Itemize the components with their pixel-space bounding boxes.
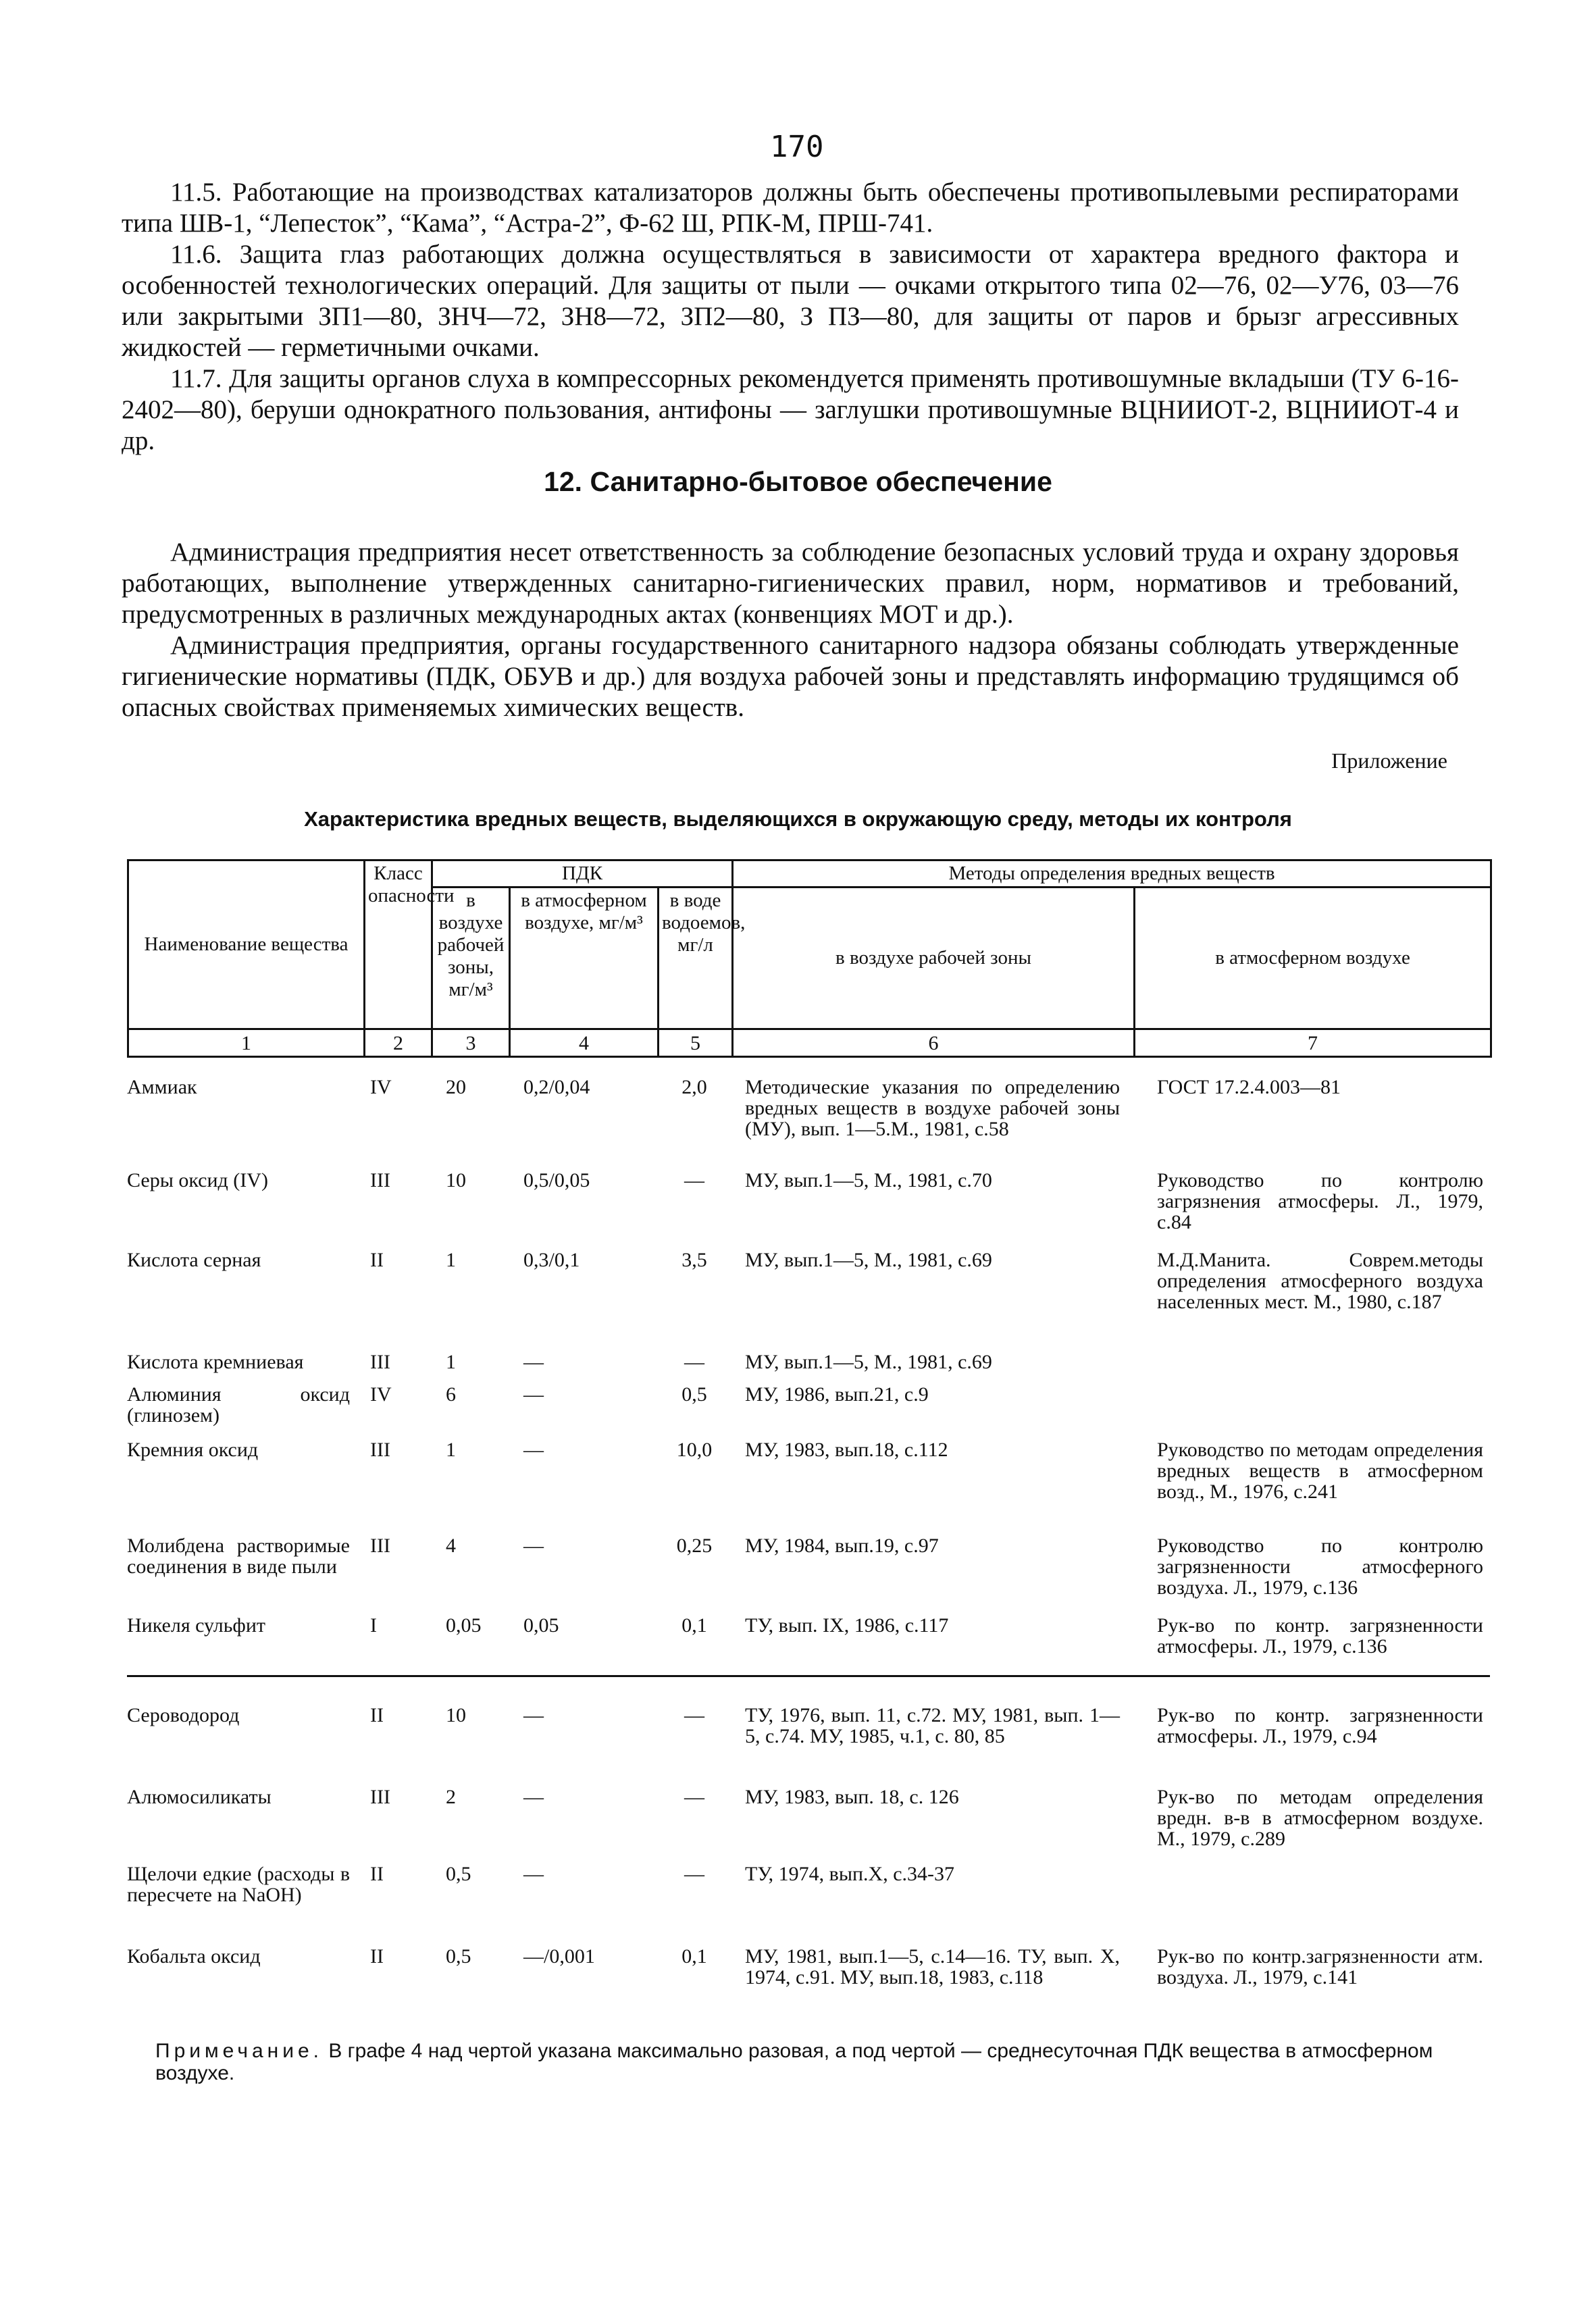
header-pdk-water: в воде водоемов, мг/л bbox=[659, 888, 733, 1029]
cell-pdk-water: — bbox=[684, 1786, 704, 1808]
cell-pdk-work: 0,05 bbox=[446, 1614, 482, 1637]
cell-pdk-water: 0,25 bbox=[676, 1535, 713, 1557]
cell-name: Серы оксид (IV) bbox=[127, 1169, 268, 1191]
table-row bbox=[127, 1942, 1490, 2020]
cell-method-work: МУ, 1983, вып. 18, с. 126 bbox=[745, 1786, 959, 1808]
cell-class: II bbox=[370, 1249, 384, 1271]
page-number: 170 bbox=[770, 130, 824, 164]
col-number: 2 bbox=[365, 1029, 432, 1057]
section-paragraph-2: Администрация предприятия, органы государственного санитарного надзора обязаны соблюдать утвержденные гигиенические нормативы (ПДК, ОБУВ и др.) для воздуха рабочей зоны и представлять информацию трудящимся об опасных свойствах применяемых химических веществ. bbox=[122, 631, 1459, 722]
cell-method-atm: Рук-во по методам определения вредн. в-в в атмосферном воздухе. М., 1979, с.289 bbox=[1157, 1786, 1483, 1850]
cell-pdk-water: 3,5 bbox=[681, 1249, 707, 1271]
cell-pdk-work: 4 bbox=[446, 1535, 456, 1557]
cell-name: Сероводород bbox=[127, 1704, 240, 1726]
cell-pdk-atm: —/0,001 bbox=[523, 1945, 595, 1968]
cell-pdk-water: 0,1 bbox=[681, 1614, 707, 1637]
cell-method-atm: Рук-во по контр.загрязненности атм. воздуха. Л., 1979, с.141 bbox=[1157, 1945, 1483, 1988]
header-hazard-class: Класс опасности bbox=[365, 860, 432, 1029]
table-row bbox=[127, 1245, 1490, 1347]
table-row bbox=[127, 1701, 1490, 1782]
header-methods-work: в воздухе рабочей зоны bbox=[733, 888, 1135, 1029]
col-number: 7 bbox=[1135, 1029, 1491, 1057]
header-name: Наименование вещества bbox=[128, 860, 365, 1029]
cell-class: III bbox=[370, 1535, 390, 1557]
col-number: 4 bbox=[510, 1029, 659, 1057]
header-methods-atm: в атмосферном воздухе bbox=[1135, 888, 1491, 1029]
cell-class: III bbox=[370, 1439, 390, 1461]
cell-pdk-work: 10 bbox=[446, 1169, 466, 1191]
cell-pdk-work: 20 bbox=[446, 1076, 466, 1098]
table-row bbox=[127, 1073, 1490, 1166]
cell-class: IV bbox=[370, 1076, 392, 1098]
cell-pdk-water: — bbox=[684, 1704, 704, 1726]
appendix-label: Приложение bbox=[1331, 748, 1447, 773]
cell-class: III bbox=[370, 1169, 390, 1191]
header-pdk: ПДК bbox=[432, 860, 733, 888]
cell-method-work: МУ, 1981, вып.1—5, с.14—16. ТУ, вып. Х, 1974, с.91. МУ, вып.18, 1983, с.118 bbox=[745, 1945, 1120, 1988]
cell-pdk-work: 2 bbox=[446, 1786, 456, 1808]
cell-method-work: МУ, вып.1—5, М., 1981, с.70 bbox=[745, 1169, 992, 1191]
col-number: 5 bbox=[659, 1029, 733, 1057]
header-methods: Методы определения вредных веществ bbox=[733, 860, 1491, 888]
cell-method-work: МУ, 1986, вып.21, с.9 bbox=[745, 1383, 929, 1406]
cell-pdk-water: 2,0 bbox=[681, 1076, 707, 1098]
cell-pdk-atm: — bbox=[523, 1535, 544, 1557]
cell-pdk-atm: 0,2/0,04 bbox=[523, 1076, 590, 1098]
table-row bbox=[127, 1380, 1490, 1435]
cell-pdk-atm: 0,3/0,1 bbox=[523, 1249, 580, 1271]
cell-pdk-atm: — bbox=[523, 1863, 544, 1885]
cell-method-work: МУ, вып.1—5, М., 1981, с.69 bbox=[745, 1351, 992, 1373]
cell-method-atm: Руководство по контролю загрязнения атмосферы. Л., 1979, с.84 bbox=[1157, 1169, 1483, 1233]
cell-pdk-work: 0,5 bbox=[446, 1945, 471, 1968]
cell-pdk-water: — bbox=[684, 1863, 704, 1885]
cell-method-atm: ГОСТ 17.2.4.003—81 bbox=[1157, 1076, 1341, 1098]
cell-name: Алюмосиликаты bbox=[127, 1786, 272, 1808]
cell-method-atm: Руководство по контролю загрязненности атмосферного воздуха. Л., 1979, с.136 bbox=[1157, 1535, 1483, 1599]
cell-name: Щелочи едкие (расходы в пересчете на NaOH) bbox=[127, 1863, 350, 1906]
paragraph-11-7: 11.7. Для защиты органов слуха в компрессорных рекомендуется применять противошумные вкладыши (ТУ 6-16-2402—80), беруши однократного пользования, антифоны — заглушки противошумные ВЦНИИОТ-2, ВЦНИИОТ-4 и др. bbox=[122, 364, 1459, 455]
cell-class: III bbox=[370, 1351, 390, 1373]
table-row bbox=[127, 1859, 1490, 1942]
cell-pdk-work: 1 bbox=[446, 1351, 456, 1373]
cell-method-atm: М.Д.Манита. Соврем.методы определения атмосферного воздуха населенных мест. М., 1980, с.187 bbox=[1157, 1249, 1483, 1313]
col-number: 3 bbox=[432, 1029, 510, 1057]
cell-name: Кобальта оксид bbox=[127, 1945, 261, 1968]
cell-name: Аммиак bbox=[127, 1076, 197, 1098]
cell-pdk-work: 1 bbox=[446, 1439, 456, 1461]
cell-name: Алюминия оксид (глинозем) bbox=[127, 1383, 350, 1426]
cell-class: II bbox=[370, 1945, 384, 1968]
table-body-part-2 bbox=[127, 1701, 1490, 2020]
cell-pdk-work: 6 bbox=[446, 1383, 456, 1406]
cell-pdk-water: 0,1 bbox=[681, 1945, 707, 1968]
col-number: 6 bbox=[733, 1029, 1135, 1057]
cell-pdk-atm: — bbox=[523, 1351, 544, 1373]
cell-class: I bbox=[370, 1614, 377, 1637]
cell-method-work: ТУ, вып. IX, 1986, с.117 bbox=[745, 1614, 949, 1637]
cell-pdk-atm: 0,5/0,05 bbox=[523, 1169, 590, 1191]
note-text: В графе 4 над чертой указана максимально разовая, а под чертой — среднесуточная ПДК вещества в атмосферном воздухе. bbox=[155, 2040, 1433, 2084]
table-row bbox=[127, 1782, 1490, 1859]
cell-class: III bbox=[370, 1786, 390, 1808]
cell-pdk-water: 10,0 bbox=[676, 1439, 713, 1461]
cell-pdk-water: — bbox=[684, 1351, 704, 1373]
cell-name: Молибдена растворимые соединения в виде пыли bbox=[127, 1535, 350, 1578]
table-body-part-1 bbox=[127, 1073, 1490, 1689]
note-label: Примечание. bbox=[155, 2040, 323, 2062]
cell-method-work: ТУ, 1974, вып.Х, с.34-37 bbox=[745, 1863, 955, 1885]
cell-method-work: Методические указания по определению вредных веществ в воздухе рабочей зоны (МУ), вып. 1—5.М., 1981, с.58 bbox=[745, 1076, 1120, 1140]
cell-pdk-work: 10 bbox=[446, 1704, 466, 1726]
cell-class: IV bbox=[370, 1383, 392, 1406]
cell-method-work: МУ, 1984, вып.19, с.97 bbox=[745, 1535, 939, 1557]
cell-class: II bbox=[370, 1704, 384, 1726]
header-pdk-work: в воздухе рабочей зоны, мг/м³ bbox=[432, 888, 510, 1029]
cell-name: Кремния оксид bbox=[127, 1439, 259, 1461]
cell-pdk-atm: — bbox=[523, 1786, 544, 1808]
table-row bbox=[127, 1435, 1490, 1531]
cell-pdk-work: 1 bbox=[446, 1249, 456, 1271]
section-paragraph-1: Администрация предприятия несет ответственность за соблюдение безопасных условий труда и охрану здоровья работающих, выполнение утвержденных санитарно-гигиенических правил, норм, нормативов и требований, предусмотренных в различных международных актах (конвенциях МОТ и др.). bbox=[122, 538, 1459, 629]
cell-pdk-water: — bbox=[684, 1169, 704, 1191]
cell-method-atm: Рук-во по контр. загрязненности атмосферы. Л., 1979, с.94 bbox=[1157, 1704, 1483, 1747]
table-row bbox=[127, 1166, 1490, 1245]
table-caption: Характеристика вредных веществ, выделяющихся в окружающую среду, методы их контроля bbox=[304, 807, 1292, 831]
table-row bbox=[127, 1531, 1490, 1611]
cell-name: Никеля сульфит bbox=[127, 1614, 265, 1637]
table-note bbox=[155, 2040, 1479, 2084]
cell-method-work: МУ, 1983, вып.18, с.112 bbox=[745, 1439, 948, 1461]
table-break-rule bbox=[127, 1675, 1490, 1677]
cell-method-atm: Рук-во по контр. загрязненности атмосферы. Л., 1979, с.136 bbox=[1157, 1614, 1483, 1657]
col-number: 1 bbox=[128, 1029, 365, 1057]
cell-pdk-atm: 0,05 bbox=[523, 1614, 559, 1637]
cell-method-atm: Руководство по методам определения вредных веществ в атмосферном возд., М., 1976, с.241 bbox=[1157, 1439, 1483, 1503]
cell-name: Кислота кремниевая bbox=[127, 1351, 304, 1373]
cell-pdk-atm: — bbox=[523, 1383, 544, 1406]
cell-method-work: ТУ, 1976, вып. 11, с.72. МУ, 1981, вып. 1—5, с.74. МУ, 1985, ч.1, с. 80, 85 bbox=[745, 1704, 1120, 1747]
header-pdk-atm: в атмосферном воздухе, мг/м³ bbox=[510, 888, 659, 1029]
paragraph-11-6: 11.6. Защита глаз работающих должна осуществляться в зависимости от характера вредного фактора и особенностей технологических операций. Для защиты от пыли — очками открытого типа 02—76, 02—У76, 03—76 или закрытыми ЗП1—80, ЗНЧ—72, ЗН8—72, ЗП2—80, З ПЗ—80, для защиты от паров и брызг агрессивных жидкостей — герметичными очками. bbox=[122, 240, 1459, 362]
cell-pdk-atm: — bbox=[523, 1439, 544, 1461]
table-header bbox=[127, 859, 1492, 1058]
cell-method-work: МУ, вып.1—5, М., 1981, с.69 bbox=[745, 1249, 992, 1271]
paragraph-11-5: 11.5. Работающие на производствах катализаторов должны быть обеспечены противопылевыми респираторами типа ШВ-1, “Лепесток”, “Кама”, “Астра-2”, Ф-62 Ш, РПК-М, ПРШ-741. bbox=[122, 178, 1459, 238]
table-row bbox=[127, 1347, 1490, 1380]
cell-pdk-water: 0,5 bbox=[681, 1383, 707, 1406]
section-heading: 12. Санитарно-бытовое обеспечение bbox=[544, 466, 1052, 497]
cell-name: Кислота серная bbox=[127, 1249, 261, 1271]
cell-class: II bbox=[370, 1863, 384, 1885]
table-row bbox=[127, 1611, 1490, 1689]
cell-pdk-work: 0,5 bbox=[446, 1863, 471, 1885]
cell-pdk-atm: — bbox=[523, 1704, 544, 1726]
